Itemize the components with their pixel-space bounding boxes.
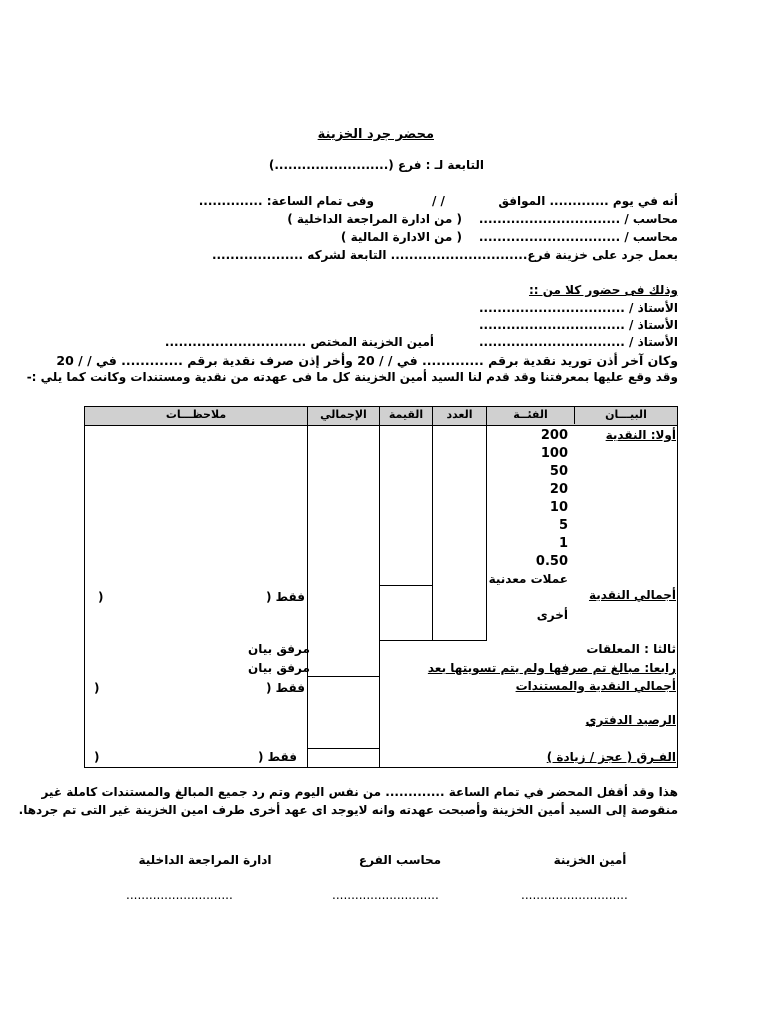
denomination-200: 200	[540, 428, 568, 443]
header-total: الإجمالي	[320, 408, 367, 421]
cash-label: أولا: النقدية	[605, 428, 676, 442]
accountant-2-dept: ( من الادارة المالية )	[340, 230, 462, 244]
denomination-20: 20	[549, 482, 568, 497]
denomination-coins: عملات معدنية	[488, 572, 568, 586]
denomination-10: 10	[549, 500, 568, 515]
professor-1: الأستاذ / ................................	[478, 301, 678, 315]
cash-docs-total-label: أجمالي النقدية والمستندات	[515, 679, 676, 693]
professor-2: الأستاذ / ................................	[478, 318, 678, 332]
attach-1: مرفق بيان	[248, 642, 310, 656]
denomination-1: 1	[558, 536, 568, 551]
accountant-1: محاسب / ...............................	[478, 212, 678, 226]
denomination-100: 100	[540, 446, 568, 461]
accountant-2: محاسب / ...............................	[478, 230, 678, 244]
signature-line-internal-audit: ............................	[126, 888, 233, 902]
fourth-label: رابعا: مبالغ تم صرفها ولم يتم تسويتها بعد	[427, 661, 676, 675]
book-balance-label: الرصيد الدفتري	[585, 713, 676, 727]
denomination-5: 5	[558, 518, 568, 533]
last-orders-line: وكان آخر أذن توريد نقدية برقم ............. في / / 20 وأخر إذن صرف نقدية برقم ............. في / / 20	[56, 353, 678, 368]
treasurer-line: أمين الخزينة المختص ...............................	[164, 335, 434, 349]
difference-label: الفـرق ( عجز / زيادة )	[546, 750, 676, 764]
header-value: القيمة	[388, 408, 424, 421]
signature-branch-accountant-label: محاسب الفرع	[358, 853, 442, 867]
denomination-other: أخرى	[536, 608, 568, 622]
header-denomination: الفئــة	[513, 408, 548, 421]
signature-internal-audit-label: ادارة المراجعة الداخلية	[138, 853, 272, 867]
only-3-close: )	[94, 750, 100, 764]
header-notes: ملاحظـــات	[165, 408, 227, 421]
intro-time: وفى تمام الساعة: ..............	[198, 194, 374, 208]
only-1-close: )	[98, 590, 104, 604]
signed-line: وقد وقع عليها بمعرفتنا وقد قدم لنا السيد أمين الخزينة كل ما فى عهدته من نقدية ومستندات وكانت كما يلي :-	[26, 370, 678, 384]
signature-treasurer-label: أمين الخزينة	[553, 853, 627, 867]
only-2-close: )	[94, 681, 100, 695]
hanging-label: ثالثا : المعلقات	[586, 642, 676, 656]
signature-line-treasurer: ............................	[521, 888, 628, 902]
signature-line-branch-accountant: ............................	[332, 888, 439, 902]
intro-date-slashes: / /	[432, 194, 445, 208]
intro-day: أنه في يوم ............. الموافق	[498, 194, 678, 208]
inventory-branch-line: بعمل جرد على خزينة فرع.............................. التابعة لشركه ....................	[211, 248, 678, 262]
professor-3: الأستاذ / ................................	[478, 335, 678, 349]
branch-line: التابعة لـ : فرع (.........................)	[268, 158, 484, 172]
only-1: فقط (	[266, 590, 306, 604]
cash-total-label: أجمالي النقدية	[588, 588, 676, 602]
attach-2: مرفق بيان	[248, 661, 310, 675]
header-count: العدد	[446, 408, 473, 421]
page-title: محضر جرد الخزينة	[317, 127, 434, 142]
header-statement: البيـــان	[605, 408, 647, 421]
denomination-0-50: 0.50	[535, 554, 568, 569]
closing-line-2: منقوصة إلى السيد أمين الخزينة وأصبحت عهدته وانه لايوجد اى عهد أخرى طرف امين الخزينة غير التى تم جردها.	[18, 803, 678, 817]
accountant-1-dept: ( من ادارة المراجعة الداخلية )	[287, 212, 462, 226]
only-3: فقط (	[258, 750, 298, 764]
closing-line-1: هذا وقد أقفل المحضر في تمام الساعة ............. من نفس اليوم وتم رد جميع المبالغ والمستندات كاملة غير	[41, 785, 678, 799]
presence-heading: وذلك فى حضور كلا من ::	[528, 283, 678, 297]
only-2: فقط (	[266, 681, 306, 695]
denomination-50: 50	[549, 464, 568, 479]
